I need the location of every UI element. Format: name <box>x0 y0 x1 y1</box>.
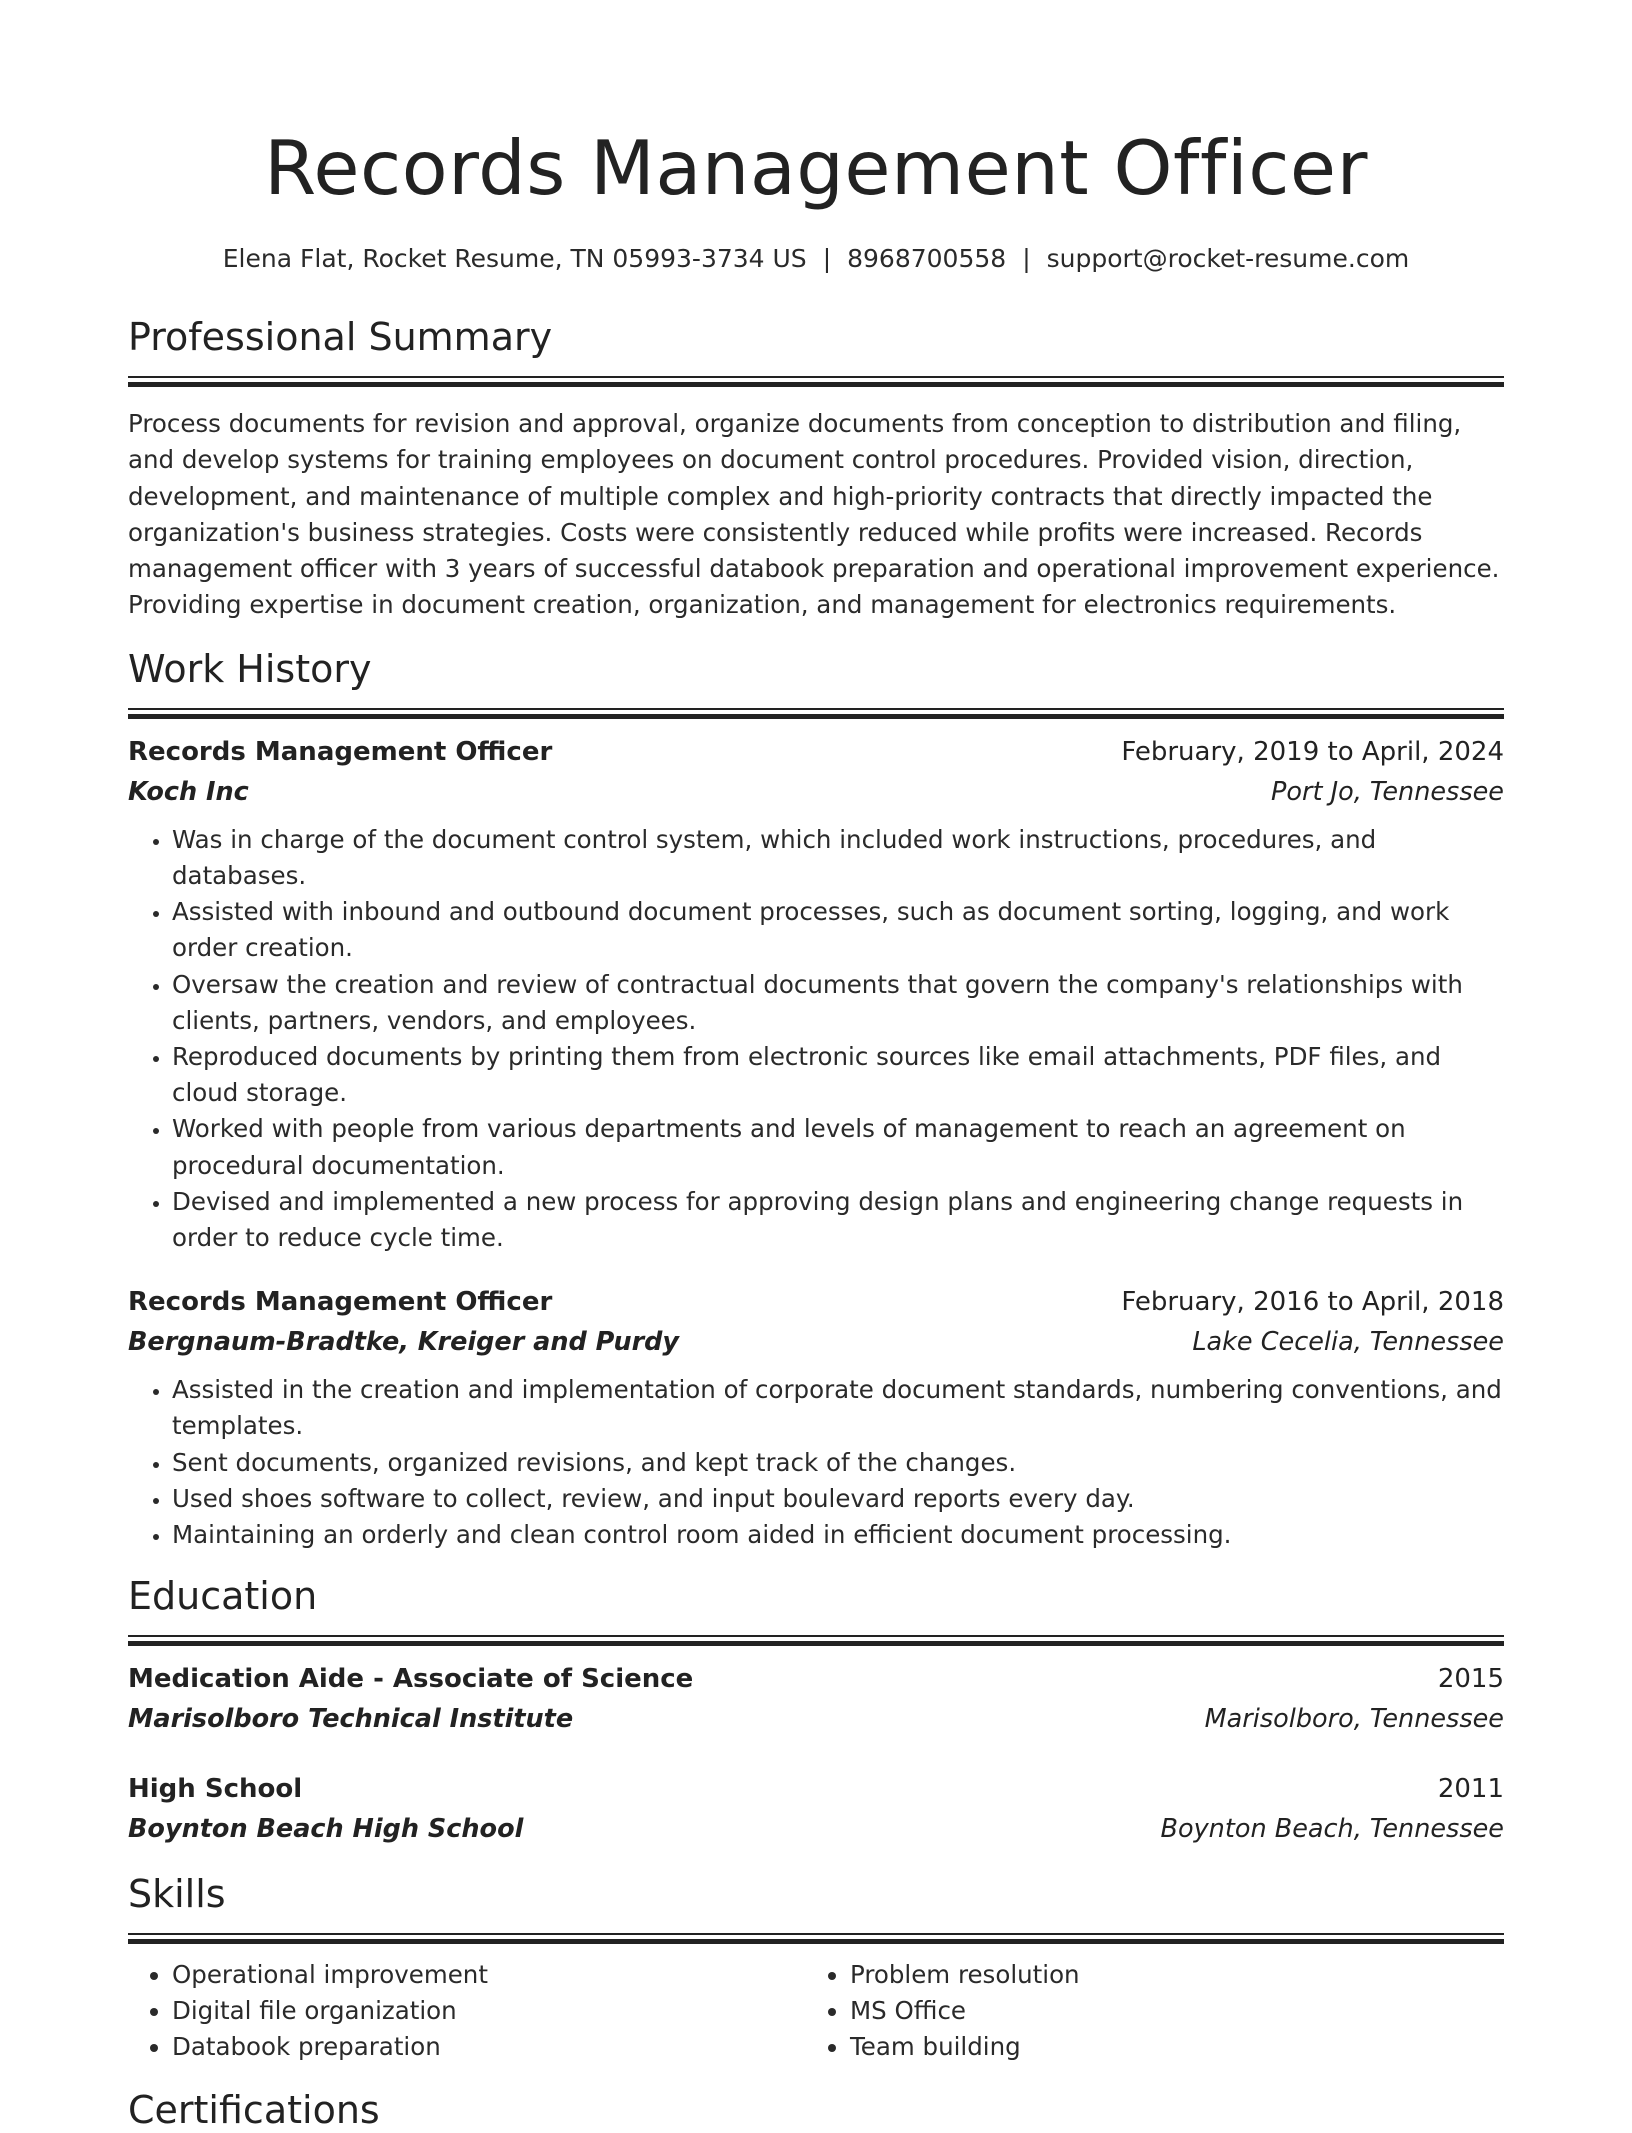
section-heading-summary: Professional Summary <box>128 315 553 359</box>
job-company: Bergnaum-Bradtke, Kreiger and Purdy <box>128 1327 680 1358</box>
list-item: • Digital file organization <box>172 1993 806 2029</box>
list-item: • Assisted with inbound and outbound document processes, such as document sorting, logging, and work order creation. <box>172 894 1504 966</box>
job-location: Lake Cecelia, Tennessee <box>1192 1327 1504 1358</box>
education-degree: Medication Aide - Associate of Science <box>128 1664 694 1695</box>
section-heading-certifications: Certifications <box>128 2088 380 2133</box>
job-dates: February, 2019 to April, 2024 <box>1121 736 1504 767</box>
list-item: • Maintaining an orderly and clean control room aided in efficient document processing. <box>172 1517 1504 1553</box>
education-year: 2015 <box>1437 1664 1504 1695</box>
section-heading-skills: Skills <box>128 1872 226 1917</box>
list-item: • Problem resolution <box>850 1957 1484 1993</box>
education-school: Boynton Beach High School <box>128 1814 524 1845</box>
work-history-section <box>128 646 1504 1553</box>
job-title: Records Management Officer <box>128 1287 553 1318</box>
education-school: Marisolboro Technical Institute <box>128 1704 574 1735</box>
list-item: • Assisted in the creation and implementation of corporate document standards, numbering conventions, and templates. <box>172 1372 1504 1444</box>
education-section <box>128 1573 1504 1849</box>
list-item: • Databook preparation <box>172 2029 806 2065</box>
list-item: • Devised and implemented a new process for approving design plans and engineering change requests in order to reduce cycle time. <box>172 1184 1504 1256</box>
list-item: • Reproduced documents by printing them from electronic sources like email attachments, PDF files, and cloud storage. <box>172 1039 1504 1111</box>
list-item: • Worked with people from various departments and levels of management to reach an agreement on procedural documentation. <box>172 1111 1504 1183</box>
job-company: Koch Inc <box>128 776 249 807</box>
section-heading-education: Education <box>128 1574 318 1619</box>
job-entry <box>128 1282 1504 1553</box>
section-heading-work-history: Work History <box>128 646 372 691</box>
list-item: • Sent documents, organized revisions, and kept track of the changes. <box>172 1445 1504 1481</box>
list-item: • MS Office <box>850 1993 1484 2029</box>
education-location: Marisolboro, Tennessee <box>1204 1704 1504 1735</box>
skills-column-left <box>128 1957 806 2065</box>
section-divider <box>128 708 1504 718</box>
list-item: • Used shoes software to collect, review, and input boulevard reports every day. <box>172 1481 1504 1517</box>
job-title: Records Management Officer <box>128 736 553 767</box>
list-item: • Team building <box>850 2029 1484 2065</box>
contact-phone: 8968700558 <box>847 244 1007 273</box>
section-divider <box>128 1635 1504 1645</box>
education-year: 2011 <box>1437 1774 1504 1805</box>
certifications-section <box>128 2087 1504 2133</box>
resume-title: Records Management Officer <box>264 124 1368 212</box>
education-location: Boynton Beach, Tennessee <box>1160 1814 1504 1845</box>
section-divider <box>128 1933 1504 1943</box>
resume-content <box>128 0 1504 2133</box>
education-degree: High School <box>128 1774 303 1805</box>
skills-column-right <box>806 1957 1484 2065</box>
contact-address: Elena Flat, Rocket Resume, TN 05993-3734 US <box>222 244 807 273</box>
contact-separator: | <box>1022 244 1031 273</box>
skills-grid <box>128 1957 1504 2065</box>
contact-line <box>128 242 1504 276</box>
education-entry <box>128 1659 1504 1739</box>
list-item: • Oversaw the creation and review of contractual documents that govern the company's relationships with clients, partners, vendors, and employees. <box>172 967 1504 1039</box>
contact-separator: | <box>822 244 832 273</box>
section-divider <box>128 376 1504 386</box>
summary-text: Process documents for revision and approval, organize documents from conception to distribution and filing, and develop systems for training employees on document control procedures. Provided vision, direction, development, and maintenance of multiple complex and high-priority contracts that directly impacted the organization's business strategies. Costs were consistently reduced while profits were increased. Records management officer with 3 years of successful databook preparation and operational improvement experience. Providing expertise in document creation, organization, and management for electronics requirements. <box>128 409 1500 620</box>
job-location: Port Jo, Tennessee <box>1271 776 1504 807</box>
skills-section <box>128 1871 1504 2065</box>
list-item: • Was in charge of the document control system, which included work instructions, procedures, and databases. <box>172 822 1504 894</box>
contact-email: support@rocket-resume.com <box>1046 244 1410 273</box>
list-item: • Operational improvement <box>172 1957 806 1993</box>
job-bullet-list <box>128 1372 1504 1553</box>
job-dates: February, 2016 to April, 2018 <box>1121 1287 1504 1318</box>
job-bullet-list <box>128 822 1504 1256</box>
job-entry <box>128 732 1504 1256</box>
summary-section <box>128 314 1504 624</box>
education-entry <box>128 1769 1504 1849</box>
